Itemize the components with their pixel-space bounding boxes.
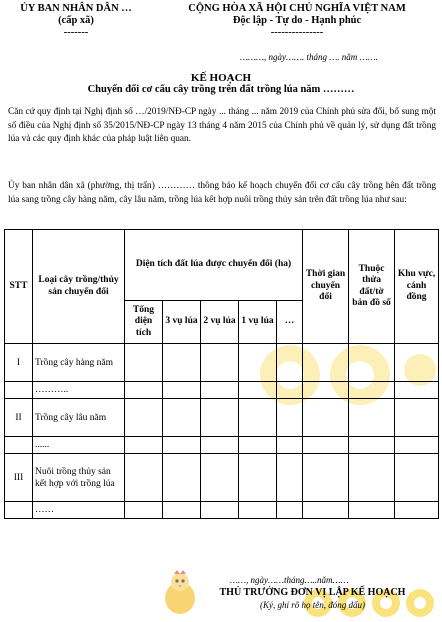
motto: Độc lập - Tự do - Hạnh phúc <box>232 15 362 26</box>
table-row <box>5 502 439 519</box>
table-row <box>5 399 439 437</box>
table-header-row <box>5 230 439 301</box>
row-stt: I <box>5 344 33 382</box>
national-motto-block <box>158 3 436 39</box>
row-stt: II <box>5 399 33 437</box>
row-label: Nuôi trồng thủy sản kết hợp với trồng lúa <box>33 454 125 502</box>
table-row <box>5 344 439 382</box>
signature-note: (Ký, ghi rõ họ tên, đóng dấu) <box>260 600 365 610</box>
conversion-plan-table <box>4 229 439 519</box>
col-header-total: Tổng diện tích <box>125 301 163 344</box>
col-header-more: … <box>277 301 303 344</box>
row-sub-placeholder: …… <box>33 502 125 519</box>
place-date-line: ………, ngày……. tháng …. năm ……. <box>240 52 378 62</box>
col-header-area-field: Khu vực, cánh đồng <box>395 230 439 344</box>
col-header-area: Diện tích đất lúa được chuyển đổi (ha) <box>125 230 303 301</box>
signature-date-line: ……, ngày……tháng…..năm…… <box>230 575 349 585</box>
col-header-type: Loại cây trồng/thủy sản chuyển đổi <box>33 230 125 344</box>
row-sub-placeholder: ……….. <box>33 382 125 399</box>
row-label: Trồng cây hàng năm <box>33 344 125 382</box>
issuer-rule: ------- <box>63 27 89 38</box>
col-header-stt: STT <box>5 230 33 344</box>
col-header-3-crops: 3 vụ lúa <box>163 301 201 344</box>
col-header-2-crops: 2 vụ lúa <box>201 301 239 344</box>
issuer-name: ỦY BAN NHÂN DÂN … <box>20 3 132 14</box>
document-subtitle: Chuyển đổi cơ cấu cây trồng trên đất trồng lúa năm ……… <box>87 84 355 95</box>
issuer-level: (cấp xã) <box>58 15 94 26</box>
country-name: CỘNG HÒA XÃ HỘI CHỦ NGHĨA VIỆT NAM <box>188 3 406 14</box>
signatory-title: THỦ TRƯỞNG ĐƠN VỊ LẬP KẾ HOẠCH <box>219 587 406 598</box>
table-row <box>5 382 439 399</box>
motto-rule: --------------- <box>270 27 324 38</box>
row-label: Trồng cây lâu năm <box>33 399 125 437</box>
row-stt: III <box>5 454 33 502</box>
col-header-1-crop: 1 vụ lúa <box>239 301 277 344</box>
table-row <box>5 437 439 454</box>
document-title: KẾ HOẠCH <box>190 72 252 84</box>
row-sub-placeholder: ...... <box>33 437 125 454</box>
announcement-paragraph: Ủy ban nhân dân xã (phường, thị trấn) ………… thông báo kế hoạch chuyển đổi cơ cấu cây trồng hên đất trồng lúa sang trồng cây hàng năm, cây lâu năm, trồng lúa kết hợp nuôi trồng thủy sản trên đất trồng lúa như sau: <box>8 181 436 205</box>
col-header-time: Thời gian chuyển đổi <box>303 230 349 344</box>
col-header-parcel: Thuộc thửa đất/tờ bản đồ số <box>349 230 395 344</box>
issuer-block <box>6 3 146 39</box>
legal-basis-paragraph: Căn cứ quy định tại Nghị định số …/2019/NĐ-CP ngày ... tháng ... năm 2019 của Chính phủ sửa đổi, bổ sung một số điều của Nghị định số 35/2015/NĐ-CP ngày 13 tháng 4 năm 2015 của Chính phủ về quản lý, sử dụng đất trồng lúa và các quy định khác của pháp luật liên quan. <box>8 107 436 144</box>
table-row <box>5 454 439 502</box>
